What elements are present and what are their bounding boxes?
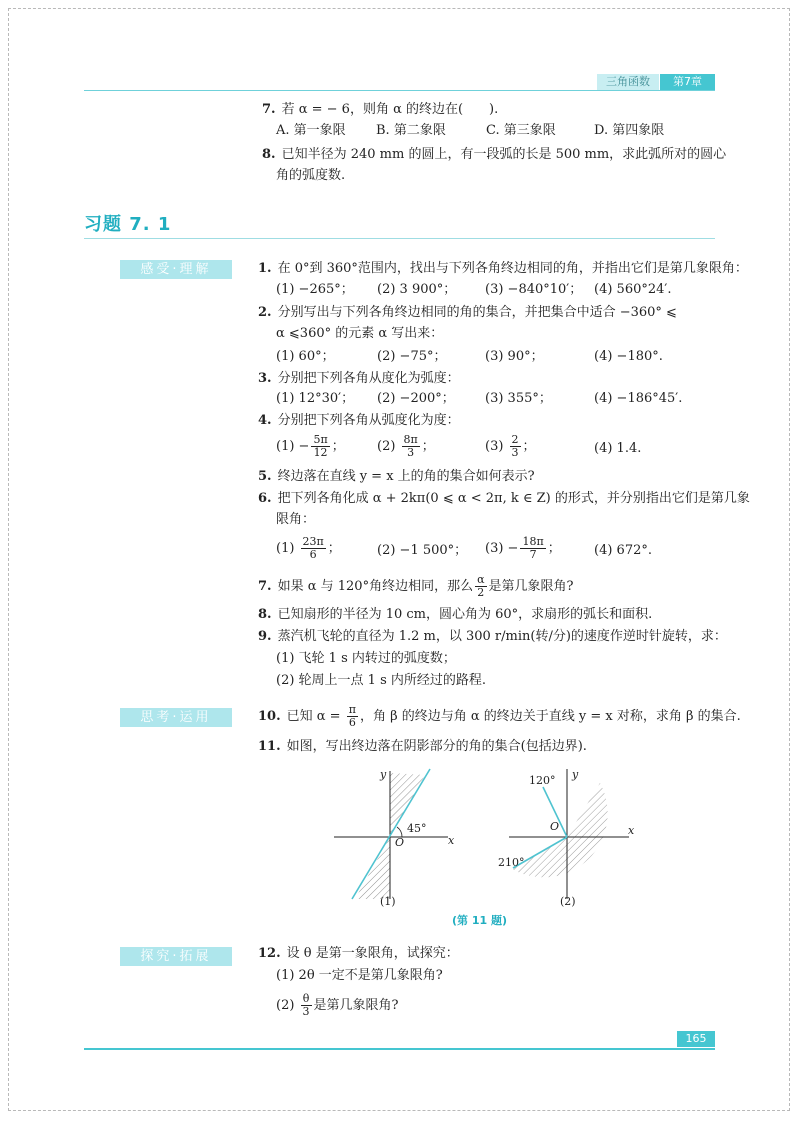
fraction: $\frac{23\pi}{6}$	[302, 535, 324, 561]
exercise-2-line2: α ⩽360° 的元素 α 写出来：	[276, 326, 444, 341]
shaded-sector	[512, 783, 608, 877]
figure-1	[330, 765, 460, 905]
section-rule	[84, 238, 715, 239]
q7-option-b: B. 第二象限	[376, 123, 446, 138]
exercise-11: 11. 如图，写出终边落在阴影部分的角的集合(包括边界).	[258, 739, 587, 754]
exercise-5: 5. 终边落在直线 y = x 上的角的集合如何表示?	[258, 469, 535, 484]
e2-item-4: (4) −180°.	[594, 349, 663, 364]
fig1-label: (1)	[380, 895, 396, 908]
e6-item-2: (2) −1 500°；	[377, 543, 468, 558]
fig2-angle-bottom-label: 210°	[498, 856, 525, 869]
exercise-1: 1. 在 0°到 360°范围内，找出与下列各角终边相同的角，并指出它们是第几象限角：	[258, 261, 748, 276]
question-8: 8. 已知半径为 240 mm 的圆上，有一段弧的长是 500 mm，求此弧所对的圆心	[262, 147, 727, 162]
fig2-origin-label: O	[550, 820, 560, 833]
fraction: $\frac{\alpha}{2}$	[477, 573, 485, 599]
header-subject: 三角函数	[597, 74, 659, 90]
page-number: 165	[677, 1031, 715, 1047]
header-rule	[84, 90, 715, 91]
fig1-y-label: y	[380, 768, 387, 781]
fig2-angle-top-label: 120°	[529, 774, 556, 787]
exercise-9: 9. 蒸汽机飞轮的直径为 1.2 m，以 300 r/min(转/分)的速度作逆时针旋转，求：	[258, 629, 727, 644]
figure-2	[505, 765, 635, 905]
figure-caption: (第 11 题)	[452, 914, 508, 927]
exercise-7: 7. 如果 α 与 120°角终边相同，那么 $\frac{\alpha}{2}$ 是第几象限角?	[258, 573, 574, 599]
fig2-label: (2)	[560, 895, 576, 908]
fig2-y-label: y	[572, 768, 579, 781]
q7-option-a: A. 第一象限	[276, 123, 346, 138]
e2-item-3: (3) 90°；	[485, 349, 544, 364]
e4-item-2: (2) $\frac{8\pi}{3}$ ；	[377, 433, 435, 459]
exercise-12: 12. 设 θ 是第一象限角，试探究：	[258, 946, 459, 961]
fraction: $\frac{\theta}{3}$	[302, 992, 310, 1018]
exercise-8: 8. 已知扇形的半径为 10 cm，圆心角为 60°，求扇形的弧长和面积.	[258, 607, 653, 622]
question-8-line2: 角的弧度数.	[276, 168, 346, 183]
e1-item-2: (2) 3 900°；	[377, 282, 457, 297]
fig1-angle-label: 45°	[407, 822, 427, 835]
e3-item-1: (1) 12°30′；	[276, 391, 355, 406]
e1-item-4: (4) 560°24′.	[594, 282, 672, 297]
question-7: 7. 若 α = − 6，则角 α 的终边在( ).	[262, 102, 499, 117]
fig1-origin-label: O	[395, 836, 405, 849]
footer-rule	[84, 1048, 715, 1050]
e6-item-4: (4) 672°.	[594, 543, 652, 558]
exercise-6: 6. 把下列各角化成 α + 2kπ(0 ⩽ α < 2π, k ∈ Z) 的形式，并分别指出它们是第几象	[258, 491, 750, 506]
badge-think-apply: 思考·运用	[120, 708, 232, 727]
e3-item-2: (2) −200°；	[377, 391, 455, 406]
e3-item-3: (3) 355°；	[485, 391, 552, 406]
exercise-10: 10. 已知 α = $\frac{\pi}{6}$ ，角 β 的终边与角 α 的终边关于直线 y = x 对称，求角 β 的集合.	[258, 703, 741, 729]
e1-item-3: (3) −840°10′；	[485, 282, 583, 297]
e4-item-3: (3) $\frac{2}{3}$ ；	[485, 433, 536, 459]
badge-explore-extend: 探究·拓展	[120, 947, 232, 966]
exercise-2: 2. 分别写出与下列各角终边相同的角的集合，并把集合中适合 −360° ⩽	[258, 305, 677, 320]
q7-option-d: D. 第四象限	[594, 123, 665, 138]
exercise-6-line2: 限角：	[276, 512, 316, 527]
e4-item-4: (4) 1.4.	[594, 441, 642, 456]
exercise-9-sub1: (1) 飞轮 1 s 内转过的弧度数；	[276, 651, 456, 666]
e4-item-1: (1) − $\frac{5\pi}{12}$ ；	[276, 433, 345, 459]
exercise-3: 3. 分别把下列各角从度化为弧度：	[258, 371, 460, 386]
exercise-12-sub1: (1) 2θ 一定不是第几象限角?	[276, 968, 443, 983]
e1-item-1: (1) −265°；	[276, 282, 354, 297]
e6-item-1: (1) $\frac{23\pi}{6}$ ；	[276, 535, 341, 561]
q7-option-c: C. 第三象限	[486, 123, 556, 138]
fig1-x-label: x	[448, 834, 455, 847]
fig2-x-label: x	[628, 824, 635, 837]
fraction: $\frac{2}{3}$	[511, 433, 519, 459]
e3-item-4: (4) −186°45′.	[594, 391, 683, 406]
exercise-9-sub2: (2) 轮周上一点 1 s 内所经过的路程.	[276, 673, 487, 688]
e2-item-1: (1) 60°；	[276, 349, 335, 364]
shaded-region-lower	[355, 837, 390, 899]
fraction: $\frac{5\pi}{12}$	[313, 433, 328, 459]
fraction: $\frac{\pi}{6}$	[348, 703, 356, 729]
header-chapter: 第7章	[660, 74, 715, 90]
badge-perceive-understand: 感受·理解	[120, 260, 232, 279]
fraction: $\frac{8\pi}{3}$	[403, 433, 418, 459]
exercise-4: 4. 分别把下列各角从弧度化为度：	[258, 413, 460, 428]
e6-item-3: (3) − $\frac{18\pi}{7}$ ；	[485, 535, 561, 561]
e2-item-2: (2) −75°；	[377, 349, 447, 364]
exercise-12-sub2: (2) $\frac{\theta}{3}$ 是第几象限角?	[276, 992, 399, 1018]
section-title: 习题 7. 1	[84, 214, 172, 235]
fraction: $\frac{18\pi}{7}$	[522, 535, 544, 561]
